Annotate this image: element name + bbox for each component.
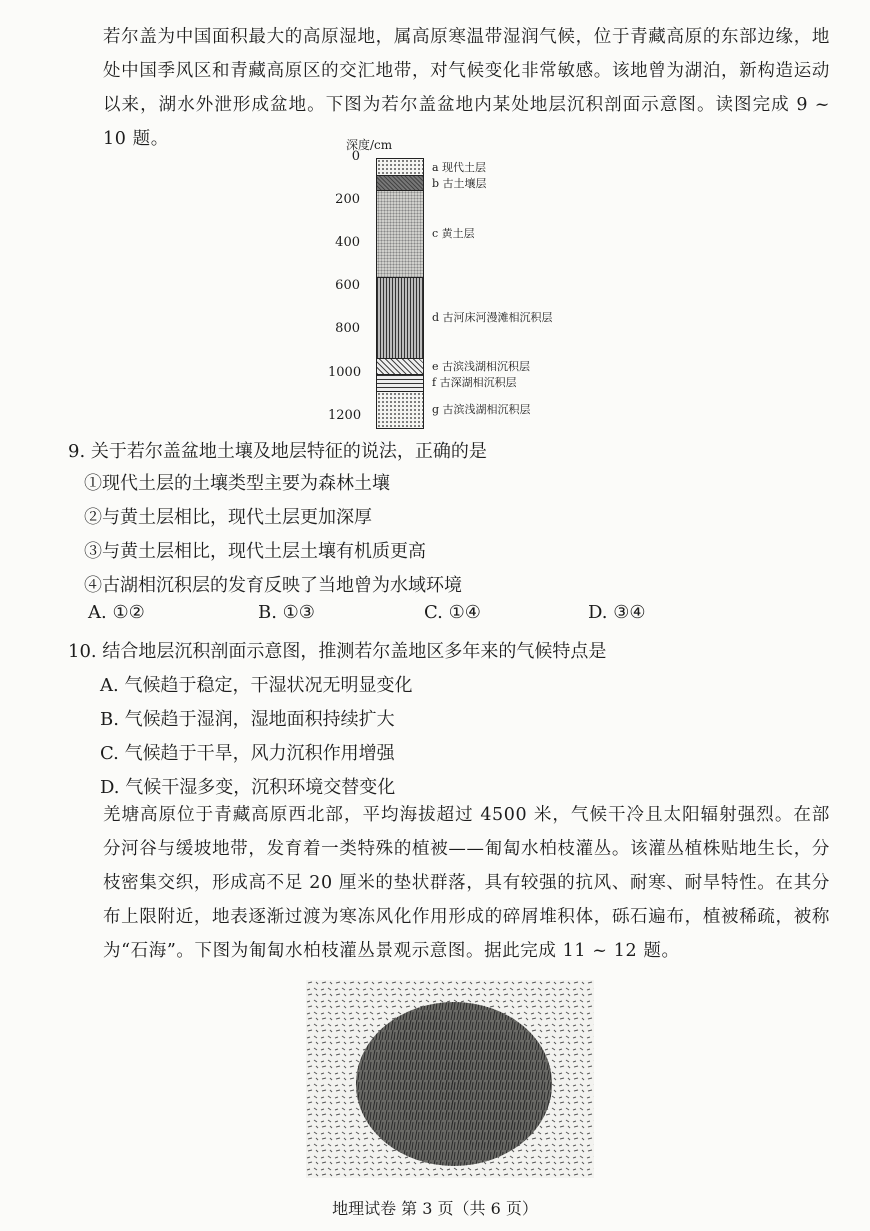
strata-layer (376, 158, 424, 176)
q9-item-2: ②与黄土层相比，现代土层更加深厚 (84, 507, 372, 528)
depth-tick-label: 1200 (328, 407, 362, 423)
strata-layer-label: a 现代土层 (432, 160, 487, 174)
strata-layer-label: g 古滨浅湖相沉积层 (432, 403, 531, 417)
depth-tick-label: 400 (335, 235, 360, 251)
question-10-stem: 10. 结合地层沉积剖面示意图，推测若尔盖地区多年来的气候特点是 (68, 641, 607, 662)
q9-item-1: ①现代土层的土壤类型主要为森林土壤 (84, 473, 390, 494)
strata-layer-label: c 黄土层 (432, 227, 475, 241)
q10-option-d[interactable]: D. 气候干湿多变，沉积环境交替变化 (100, 777, 396, 798)
q10-option-c[interactable]: C. 气候趋于干旱，风力沉积作用增强 (100, 743, 395, 764)
strata-figure (328, 136, 578, 426)
depth-tick-label: 0 (351, 149, 360, 164)
depth-tick-label: 1000 (328, 364, 362, 380)
strata-layer (376, 190, 424, 277)
q9-option-a[interactable]: A. ①② (88, 602, 145, 623)
intro-paragraph-2 (68, 798, 830, 968)
depth-tick-label: 800 (335, 321, 360, 337)
shrub-landscape-drawing (306, 980, 594, 1178)
q9-option-d[interactable]: D. ③④ (588, 602, 646, 623)
page-footer: 地理试卷 第 3 页（共 6 页） (332, 1199, 538, 1218)
strata-layer (376, 175, 424, 191)
intro-text-2: 羌塘高原位于青藏高原西北部，平均海拔超过 4500 米，气候干冷且太阳辐射强烈。在部分河谷与缓坡地带，发育着一类特殊的植被——匍匐水柏枝灌丛。该灌丛植株贴地生长，分枝密集交织，形成高不足 20 厘米的垫状群落，具有较强的抗风、耐寒、耐旱特性。在其分布上限附近，地表逐渐过渡为寒冻风化作用形成的碎屑堆积体，砾石遍布，植被稀疏，被称为“石海”。下图为匍匐水柏枝灌丛景观示意图。据此完成 11 ~ 12 题。 (103, 805, 830, 961)
strata-layer-label: e 古滨浅湖相沉积层 (432, 359, 531, 373)
q10-option-a[interactable]: A. 气候趋于稳定，干湿状况无明显变化 (100, 675, 413, 696)
strata-layer (376, 374, 424, 392)
q9-option-c[interactable]: C. ①④ (424, 602, 481, 623)
depth-tick-label: 200 (335, 192, 360, 208)
question-9-stem: 9. 关于若尔盖盆地土壤及地层特征的说法，正确的是 (68, 441, 487, 462)
strata-layer-label: d 古河床河漫滩相沉积层 (432, 311, 553, 325)
depth-tick-label: 600 (335, 278, 360, 294)
q9-item-4: ④古湖相沉积层的发育反映了当地曾为水域环境 (84, 575, 462, 596)
q10-option-b[interactable]: B. 气候趋于湿润，湿地面积持续扩大 (100, 709, 395, 730)
strata-layer (376, 391, 424, 430)
strata-layer-label: f 古深湖相沉积层 (432, 376, 517, 390)
shrub-landscape-image (306, 980, 594, 1178)
strata-layer-label: b 古土壤层 (432, 176, 487, 190)
intro-text-1: 若尔盖为中国面积最大的高原湿地，属高原寒温带湿润气候，位于青藏高原的东部边缘，地处中国季风区和青藏高原区的交汇地带，对气候变化非常敏感。该地曾为湖泊，新构造运动以来，湖水外泄形成盆地。下图为若尔盖盆地内某处地层沉积剖面示意图。读图完成 9 ~ 10 题。 (103, 27, 830, 149)
q9-item-3: ③与黄土层相比，现代土层土壤有机质更高 (84, 541, 426, 562)
axis-title: 深度/cm (346, 138, 393, 152)
strata-layer (376, 358, 424, 374)
strata-layer (376, 277, 424, 360)
q9-option-b[interactable]: B. ①③ (258, 602, 315, 623)
